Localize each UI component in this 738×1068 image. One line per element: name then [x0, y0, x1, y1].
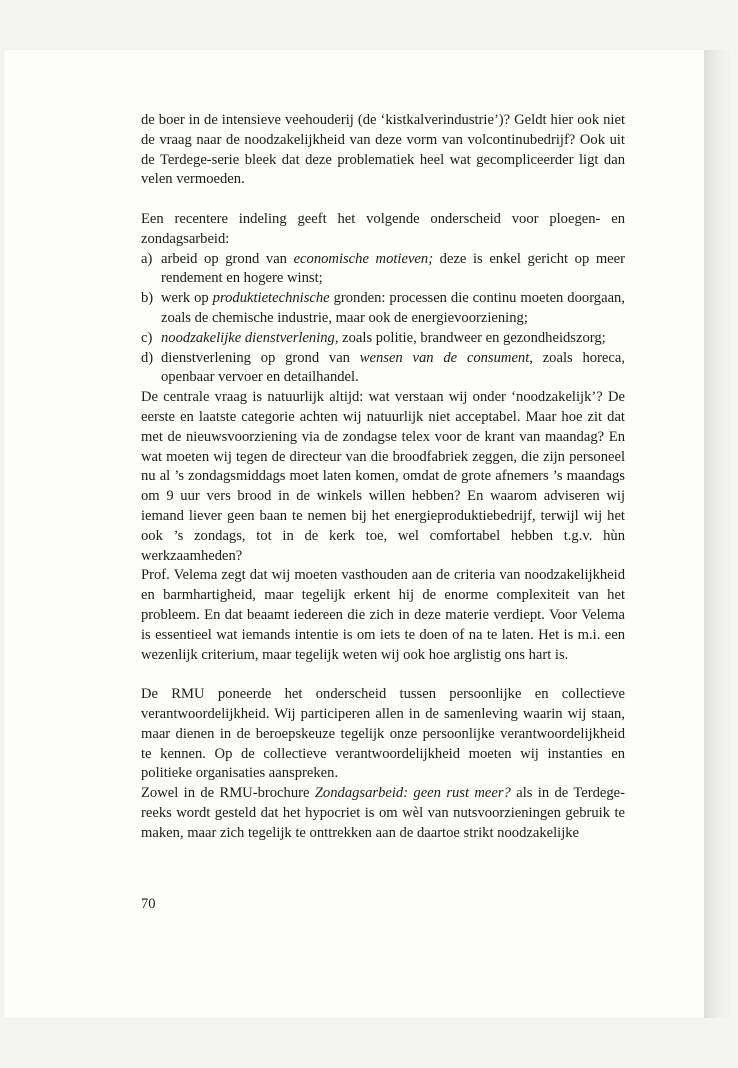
list-label: c) [141, 329, 153, 346]
list-item-c [141, 329, 625, 349]
page-number: 70 [141, 896, 156, 912]
list-label: b) [141, 290, 154, 307]
list-text-pre: arbeid op grond van [161, 250, 294, 267]
list-text [161, 250, 625, 290]
paragraph-2: Een recentere indeling geeft het volgende onderscheid voor ploegen- en zondagsarbeid: [141, 210, 625, 247]
list-item-d [141, 349, 625, 389]
list-text [161, 289, 625, 329]
list-text-italic: noodzakelijke dienstverlening [161, 329, 335, 346]
list-text-italic: wensen van de consument, [359, 349, 533, 366]
paragraph-1: de boer in de intensieve veehouderij (de ‘kistkalverindustrie’)? Geldt hier ook niet de vraag naar de noodzakelijkheid van deze vorm van volcontinubedrijf? Ook uit de Terdege-serie bleek dat deze problematiek heel wat gecompliceerder ligt dan velen vermoeden. [141, 112, 625, 188]
paragraph-gap [141, 665, 625, 685]
paragraph-4: Prof. Velema zegt dat wij moeten vasthouden aan de criteria van noodzakelijkheid en barmhartigheid, maar tegelijk erkent hij de enorme complexiteit van het probleem. En dat beaamt iedereen die zich in deze materie verdiept. Voor Velema is essentieel wat iemands intentie is om iets te doen of na te laten. Het is m.i. een wezenlijk criterium, maar tegelijk weten wij ook hoe arglistig ons hart is. [141, 567, 625, 663]
list-text-post: gronden: processen die continu moeten doorgaan, zoals de chemische industrie, maar ook de energievoorziening; [161, 290, 625, 326]
list-text-post: zoals horeca, openbaar vervoer en detailhandel. [161, 349, 625, 386]
paragraph-6-pre: Zowel in de RMU-brochure [141, 785, 315, 802]
list-text-post: , zoals politie, brandweer en gezondheidszorg; [334, 329, 606, 346]
brochure-title: Zondagsarbeid: geen rust meer? [314, 785, 511, 802]
paragraph-5: De RMU poneerde het onderscheid tussen persoonlijke en collectieve verantwoordelijkheid. Wij participeren allen in de samenleving waarin wij staan, maar dienen in de beroepskeuze tegelijk onze persoonlijke verantwoordelijkheid te kennen. Op de collectieve verantwoordelijkheid moeten wij instanties en politieke organisaties aanspreken. [141, 686, 625, 782]
list-label: a) [141, 250, 153, 267]
list-text-pre: dienstverlening op grond van [161, 349, 360, 366]
list-text-italic: economische motieven; [293, 250, 434, 267]
paragraph-6-post: als in de Terdege-reeks wordt gesteld dat het hypocriet is om wèl van nutsvoorzieningen gebruik te maken, maar zich tegelijk te onttrekken aan de daartoe strikt noodzakelijke [141, 785, 625, 841]
list-text-italic: produktietechnische [212, 290, 330, 307]
paragraph-6 [141, 784, 625, 843]
body-text [141, 111, 625, 843]
list-item-a [141, 250, 625, 290]
paragraph-gap [141, 190, 625, 210]
page-edge [704, 50, 734, 1018]
paragraph-3: De centrale vraag is natuurlijk altijd: wat verstaan wij onder ‘noodzakelijk’? De eerste en laatste categorie achten wij natuurlijk niet acceptabel. Maar hoe zit dat met de nieuwsvoorziening via de zondagse telex voor de krant van maandag? En wat moeten wij tegen de directeur van die broodfabriek zeggen, die zijn personeel nu al ’s zondagsmiddags moet laten komen, omdat de grote afnemers ’s maandags om 9 uur vers brood in de winkels willen hebben? En waarom adviseren wij iemand liever geen baan te nemen bij het energieproduktiebedrijf, terwijl wij het ook ’s zondags, tot in de kerk toe, wel comfortabel hebben t.g.v. hùn werkzaamheden? [141, 389, 625, 564]
list-text [161, 349, 625, 389]
list-text [161, 329, 625, 349]
list-label: d) [141, 349, 154, 366]
list-item-b [141, 289, 625, 329]
list-text-pre: werk op [161, 290, 213, 307]
list-text-post: deze is enkel gericht op meer rendement en hogere winst; [161, 250, 625, 287]
